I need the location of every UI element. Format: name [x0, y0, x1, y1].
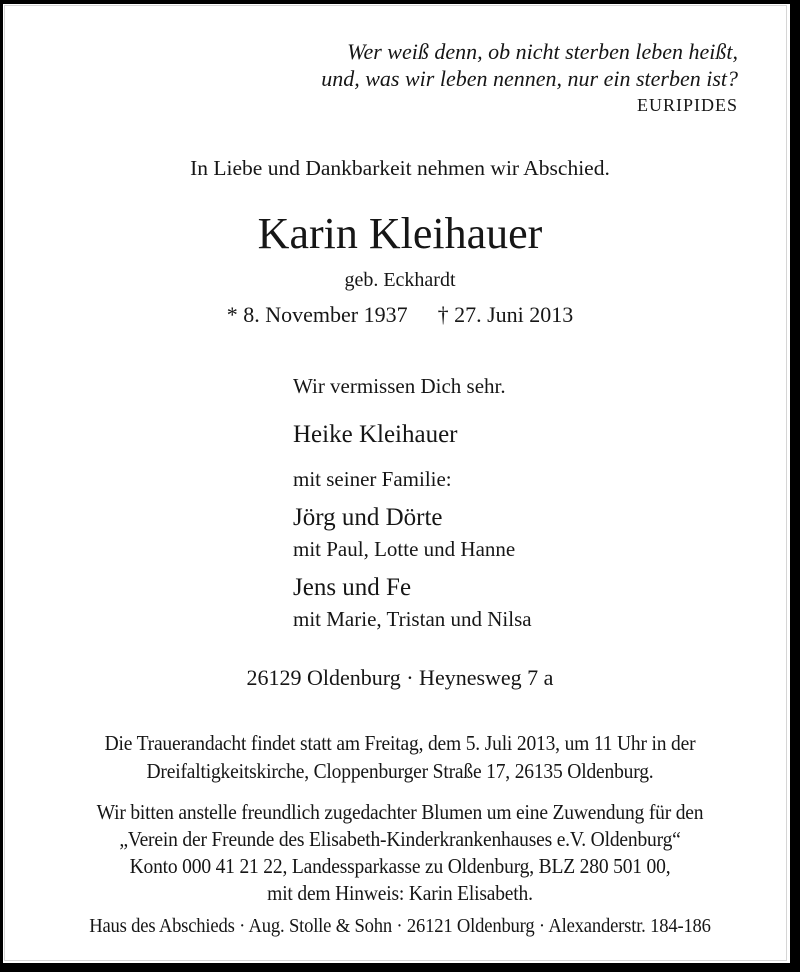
donation-line-4: mit dem Hinweis: Karin Elisabeth. [267, 881, 533, 905]
deceased-name: Karin Kleihauer [257, 209, 543, 258]
birth-date: * 8. November 1937 [226, 302, 408, 327]
mourner-name: Jens und Fe [293, 574, 412, 601]
donation-line-3: Konto 000 41 21 22, Landessparkasse zu Oldenburg, BLZ 280 501 00, [129, 854, 671, 878]
service-line-1: Die Trauerandacht findet statt am Freitag, dem 5. Juli 2013, um 11 Uhr in der [104, 731, 696, 755]
donation-line-2: „Verein der Freunde des Elisabeth-Kinderkrankenhauses e.V. Oldenburg“ [119, 827, 681, 851]
quote-line-2: und, was wir leben nennen, nur ein sterben ist? [321, 66, 738, 91]
scan-border-left [0, 0, 3, 972]
quote-line-1: Wer weiß denn, ob nicht sterben leben heißt, [347, 39, 738, 64]
life-dates [0, 302, 800, 328]
epigraph-quote [321, 38, 738, 116]
scan-border-bottom [0, 963, 800, 972]
death-date: † 27. Juni 2013 [437, 302, 574, 327]
intro-line: In Liebe und Dankbarkeit nehmen wir Abschied. [190, 156, 610, 180]
scan-border-top [0, 0, 800, 4]
mourner-sub: mit Marie, Tristan und Nilsa [293, 607, 532, 631]
service-announcement [28, 729, 772, 785]
mourner-name: Jörg und Dörte [293, 504, 443, 531]
mourner-sub: mit seiner Familie: [293, 467, 452, 491]
scan-border-right [790, 0, 800, 972]
funeral-home-info: Haus des Abschieds · Aug. Stolle & Sohn · 26121 Oldenburg · Alexanderstr. 184-186 [89, 915, 711, 937]
donation-line-1: Wir bitten anstelle freundlich zugedachter Blumen um eine Zuwendung für den [96, 800, 704, 824]
mourner-name: Heike Kleihauer [293, 421, 458, 448]
mourner-sub: mit Paul, Lotte und Hanne [293, 537, 516, 561]
donation-request [28, 799, 772, 907]
maiden-name: geb. Eckhardt [344, 269, 456, 291]
quote-attribution: EURIPIDES [636, 95, 738, 115]
home-address: 26129 Oldenburg · Heynesweg 7 a [246, 665, 554, 690]
missing-line: Wir vermissen Dich sehr. [293, 374, 506, 398]
service-line-2: Dreifaltigkeitskirche, Cloppenburger Straße 17, 26135 Oldenburg. [146, 759, 654, 783]
mourners-block [293, 374, 532, 631]
